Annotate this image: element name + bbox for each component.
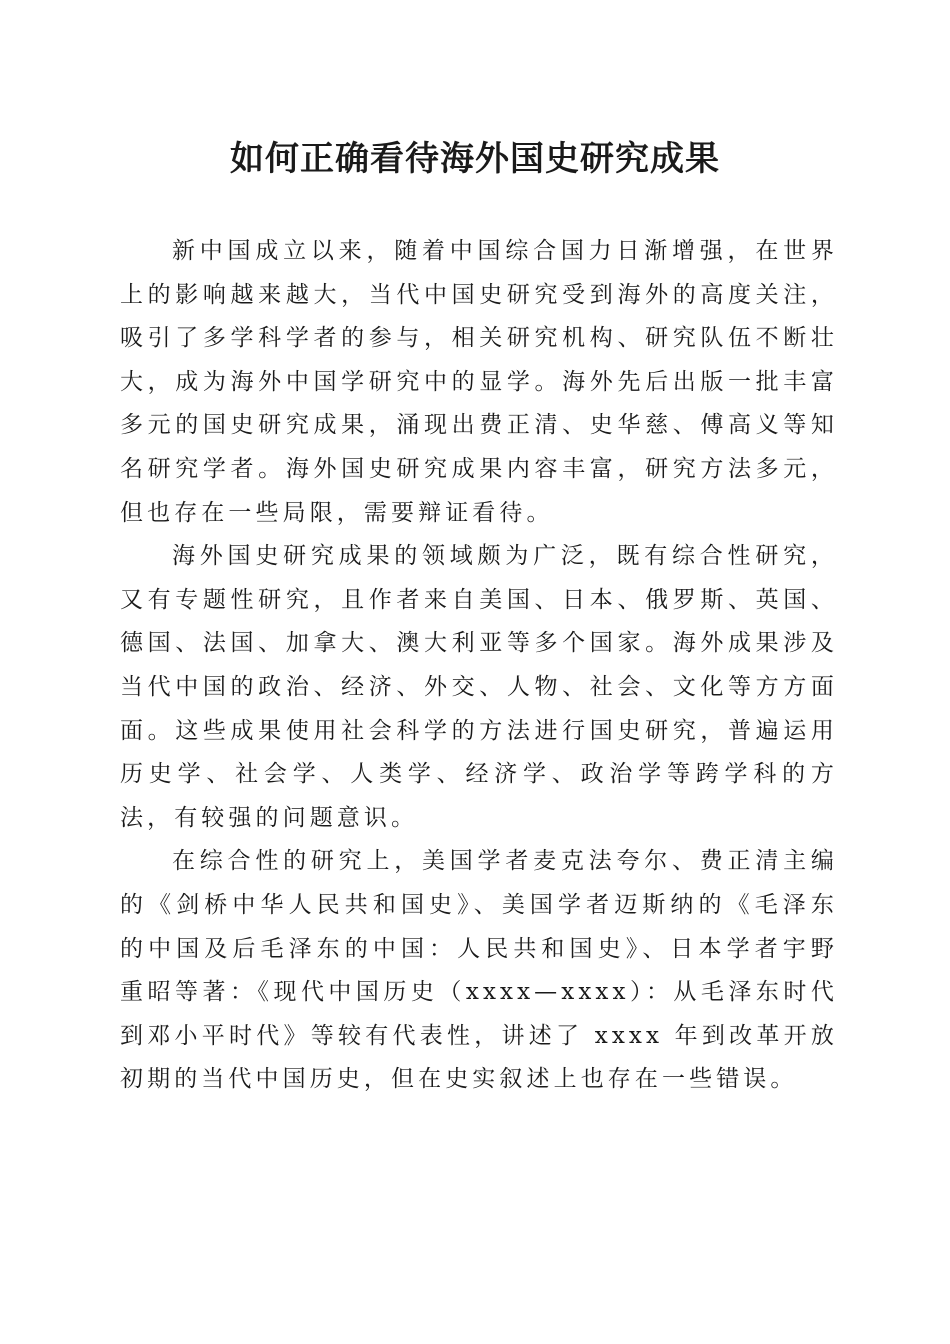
paragraph-3: 在综合性的研究上，美国学者麦克法夸尔、费正清主编的《剑桥中华人民共和国史》、美国学者迈斯纳的《毛泽东的中国及后毛泽东的中国：人民共和国史》、日本学者宇野重昭等著：《现代中国历史（xxxx—xxxx）：从毛泽东时代到邓小平时代》等较有代表性，讲述了 xxxx 年到改革开放初期的当代中国历史，但在史实叙述上也存在一些错误。: [120, 848, 838, 1093]
paragraph-2: 海外国史研究成果的领域颇为广泛，既有综合性研究，又有专题性研究，且作者来自美国、日本、俄罗斯、英国、德国、法国、加拿大、澳大利亚等多个国家。海外成果涉及当代中国的政治、经济、外交、人物、社会、文化等方方面面。这些成果使用社会科学的方法进行国史研究，普遍运用历史学、社会学、人类学、经济学、政治学等跨学科的方法，有较强的问题意识。: [120, 543, 838, 831]
document-body: [120, 230, 838, 1102]
paragraph-1: 新中国成立以来，随着中国综合国力日渐增强，在世界上的影响越来越大，当代中国史研究受到海外的高度关注，吸引了多学科学者的参与，相关研究机构、研究队伍不断壮大，成为海外中国学研究中的显学。海外先后出版一批丰富多元的国史研究成果，涌现出费正清、史华慈、傅高义等知名研究学者。海外国史研究成果内容丰富，研究方法多元，但也存在一些局限，需要辩证看待。: [120, 238, 838, 526]
document-title: 如何正确看待海外国史研究成果: [230, 139, 720, 179]
